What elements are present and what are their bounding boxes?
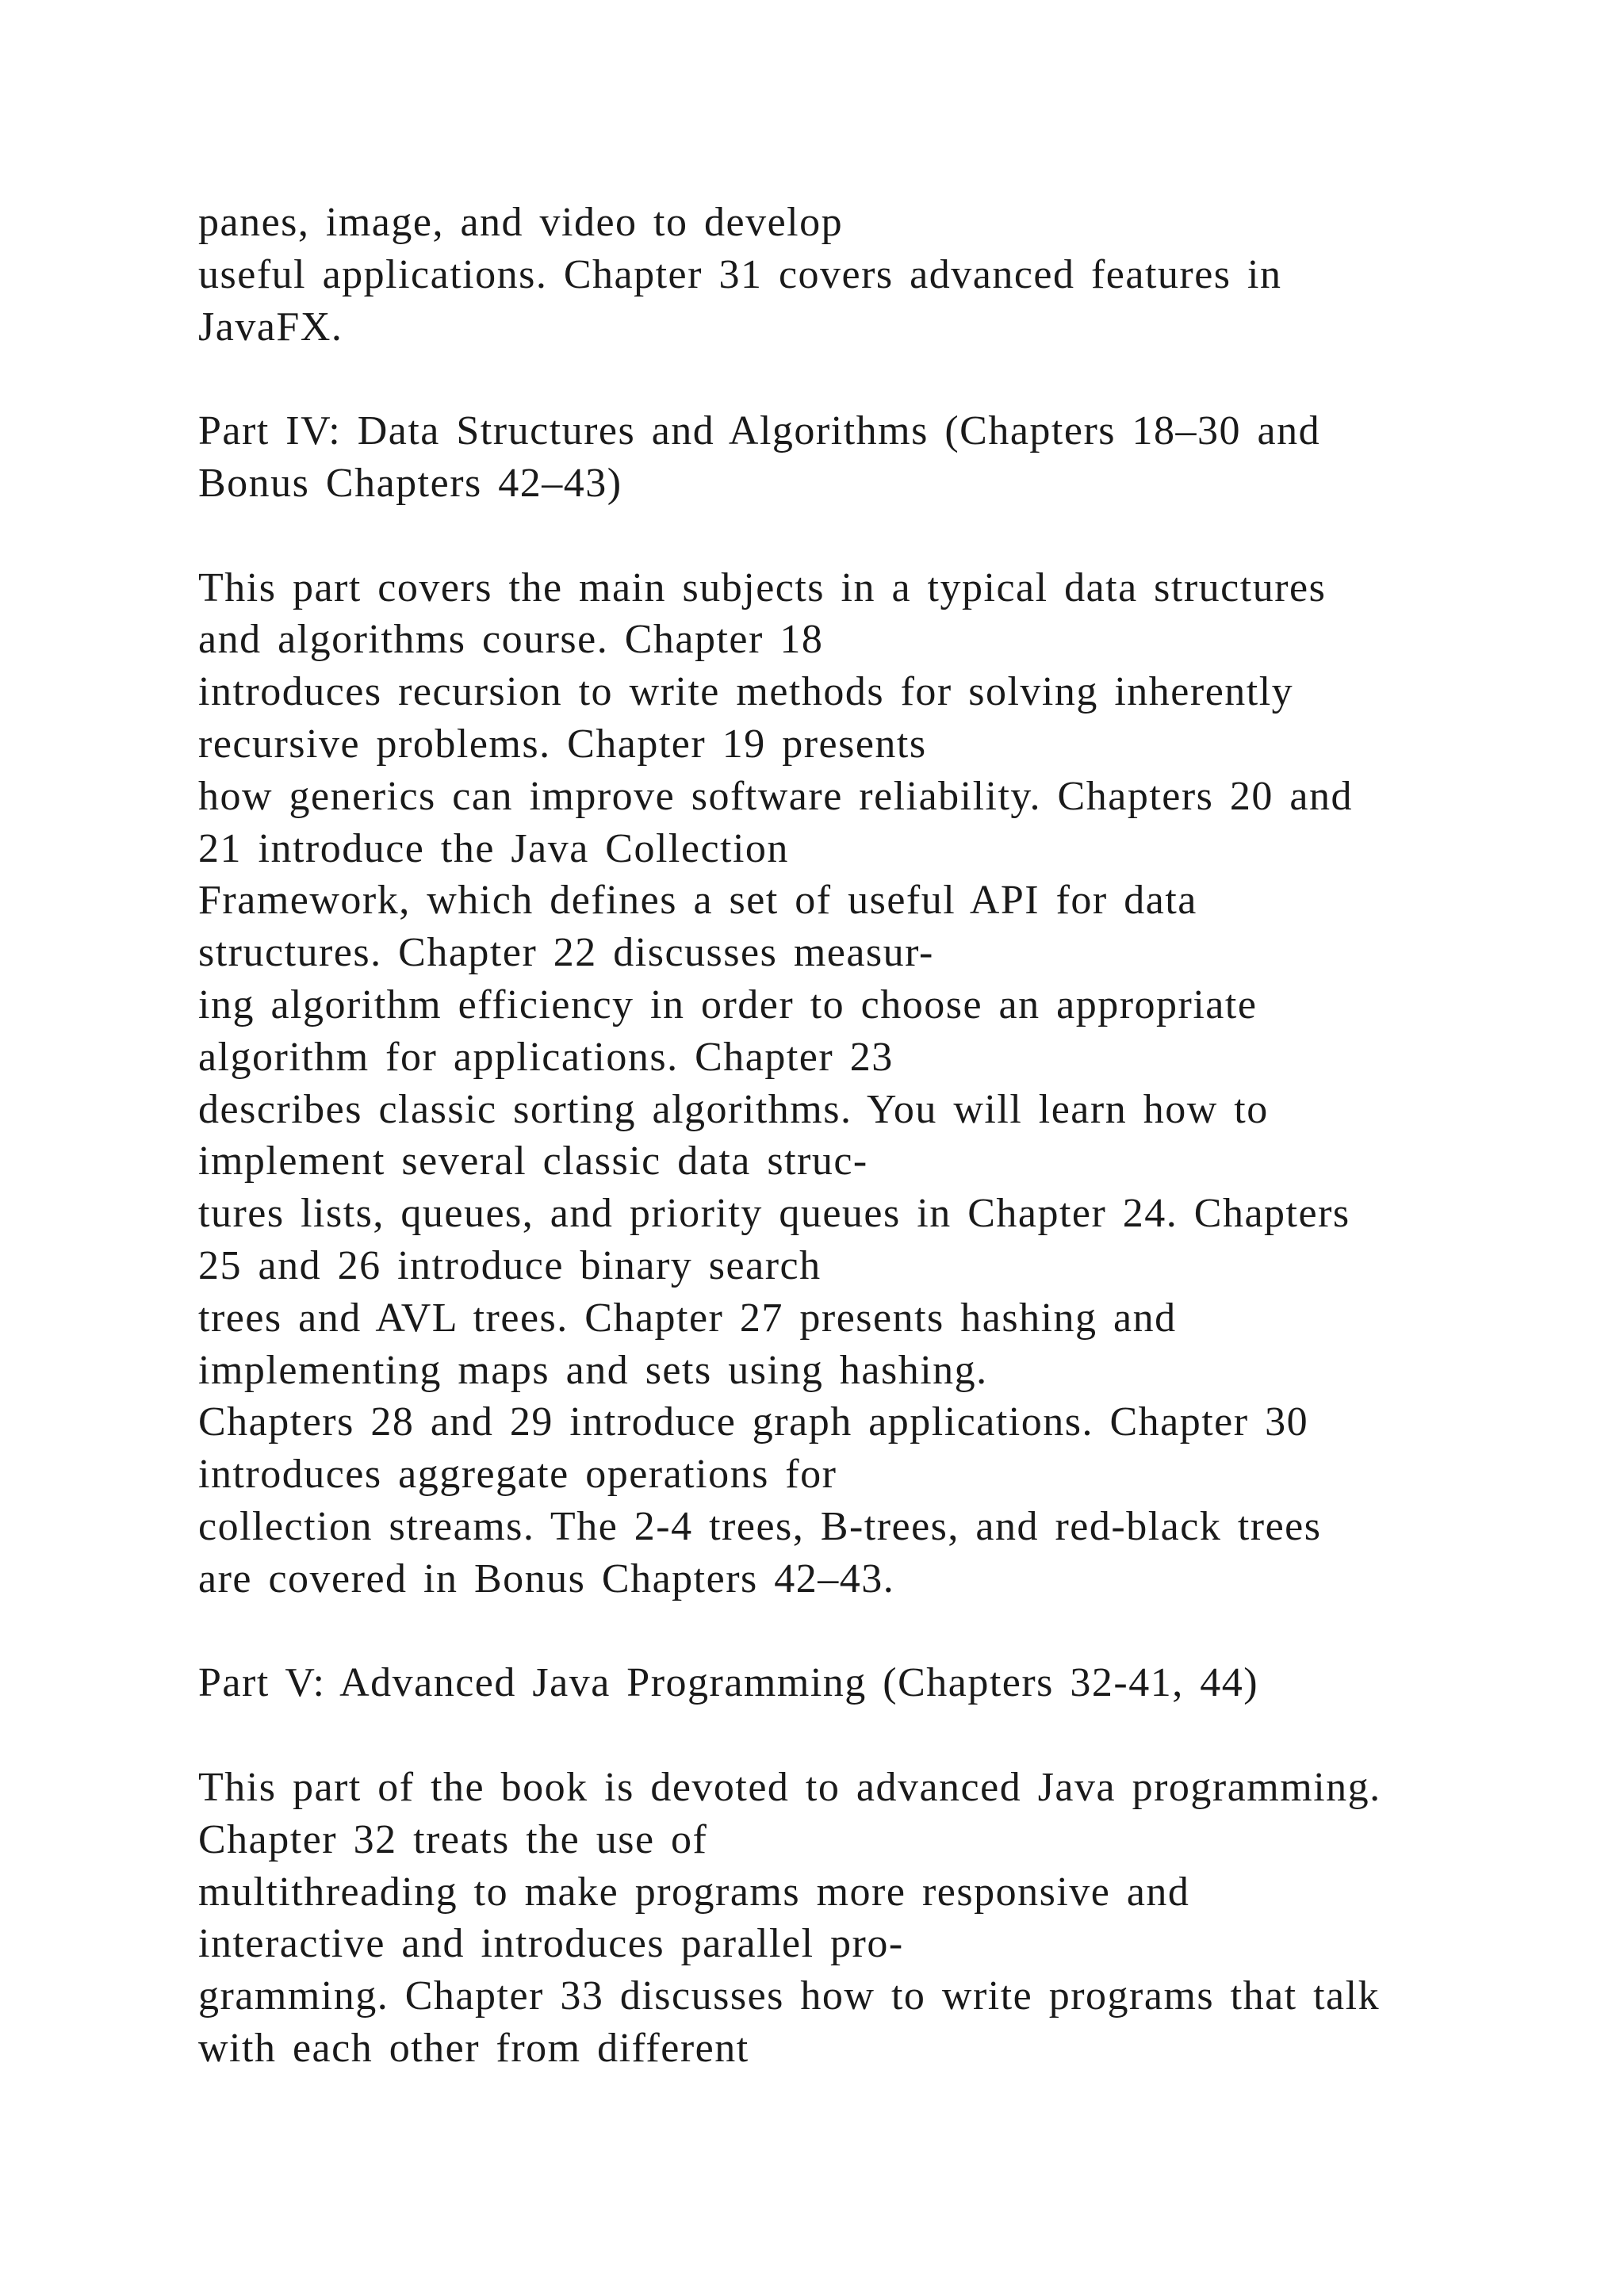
text-line: JavaFX. <box>198 304 343 350</box>
text-line: panes, image, and video to develop <box>198 200 844 245</box>
section-heading-part-iv-cont: Bonus Chapters 42–43) <box>198 460 622 506</box>
text-line: This part of the book is devoted to advanced Java programming. <box>198 1764 1381 1810</box>
text-line: trees and AVL trees. Chapter 27 presents hashing and <box>198 1295 1177 1341</box>
text-line: recursive problems. Chapter 19 presents <box>198 721 927 767</box>
text-line: gramming. Chapter 33 discusses how to write programs that talk <box>198 1973 1381 2019</box>
text-line: useful applications. Chapter 31 covers advanced features in <box>198 251 1282 297</box>
text-line: ing algorithm efficiency in order to choose an appropriate <box>198 982 1258 1027</box>
section-heading-part-iv: Part IV: Data Structures and Algorithms (Chapters 18–30 and <box>198 408 1321 454</box>
paragraph-gap <box>198 510 1530 562</box>
text-line: 25 and 26 introduce binary search <box>198 1242 822 1288</box>
text-line: Chapter 32 treats the use of <box>198 1816 708 1862</box>
text-line: implementing maps and sets using hashing. <box>198 1347 988 1393</box>
text-line: interactive and introduces parallel pro- <box>198 1921 904 1967</box>
paragraph-gap <box>198 1709 1530 1762</box>
section-heading-part-v: Part V: Advanced Java Programming (Chapters 32-41, 44) <box>198 1660 1259 1706</box>
text-line: introduces aggregate operations for <box>198 1452 837 1498</box>
body-text <box>198 197 1530 2075</box>
text-line: introduces recursion to write methods for solving inherently <box>198 669 1294 715</box>
text-line: Chapters 28 and 29 introduce graph applications. Chapter 30 <box>198 1399 1309 1445</box>
text-line: Framework, which defines a set of useful API for data <box>198 878 1197 924</box>
text-line: are covered in Bonus Chapters 42–43. <box>198 1556 895 1601</box>
text-line: collection streams. The 2-4 trees, B-trees, and red-black trees <box>198 1503 1322 1549</box>
paragraph-gap <box>198 1605 1530 1658</box>
text-line: tures lists, queues, and priority queues in Chapter 24. Chapters <box>198 1191 1350 1237</box>
paragraph-gap <box>198 353 1530 405</box>
text-line: This part covers the main subjects in a typical data structures <box>198 564 1327 610</box>
text-line: multithreading to make programs more responsive and <box>198 1869 1190 1915</box>
text-line: how generics can improve software reliability. Chapters 20 and <box>198 773 1353 819</box>
text-line: implement several classic data struc- <box>198 1138 868 1184</box>
text-line: describes classic sorting algorithms. You will learn how to <box>198 1086 1269 1132</box>
text-line: with each other from different <box>198 2025 749 2071</box>
text-line: algorithm for applications. Chapter 23 <box>198 1034 894 1080</box>
text-line: and algorithms course. Chapter 18 <box>198 617 824 663</box>
text-line: structures. Chapter 22 discusses measur- <box>198 930 934 976</box>
text-line: 21 introduce the Java Collection <box>198 825 789 871</box>
